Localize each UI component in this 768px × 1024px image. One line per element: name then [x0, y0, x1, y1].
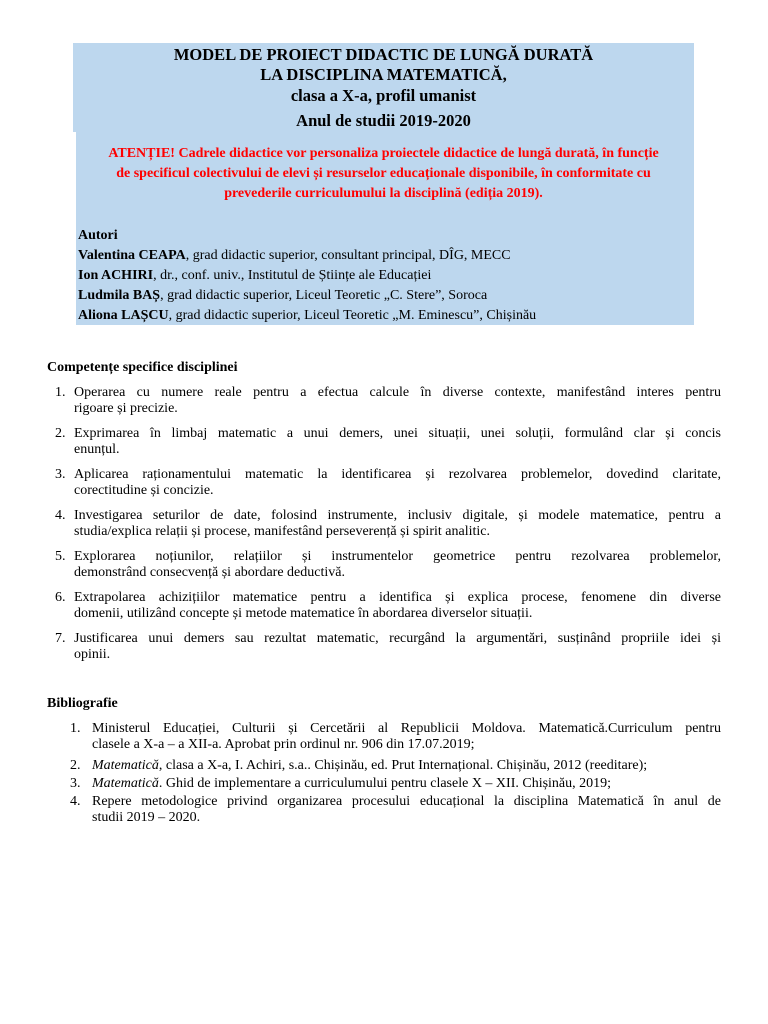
item-number: 7.: [55, 631, 66, 646]
author-name: Aliona LAȘCU: [78, 308, 169, 323]
item-number: 6.: [55, 590, 66, 605]
item-text-line: clasele a X-a – a XII-a. Aprobat prin ordinul nr. 906 din 17.07.2019;: [92, 737, 475, 752]
author-name: Ludmila BAȘ: [78, 288, 161, 303]
author-name: Valentina CEAPA: [78, 248, 186, 263]
item-text-line: Aplicarea raționamentului matematic la identificarea și rezolvarea problemelor, dovedind claritate,: [74, 467, 721, 482]
item-text-line: Extrapolarea achizițiilor matematice pentru a identifica și explica procese, fenomene din diverse: [74, 590, 721, 605]
item-number: 5.: [55, 549, 66, 564]
item-text-line: Justificarea unui demers sau rezultat matematic, recurgând la argumentări, susținând propriile idei și: [74, 631, 721, 646]
item-number: 2.: [55, 426, 66, 441]
author-line: [78, 286, 536, 306]
header-box: [73, 43, 694, 325]
author-line: [78, 306, 536, 326]
warning-line: de specificul colectivului de elevi și resurselor educaționale disponibile, în conformitate cu: [116, 166, 651, 181]
item-text-line: enunțul.: [74, 442, 120, 457]
item-text-line: [92, 776, 721, 792]
item-text-line: Investigarea seturilor de date, folosind instrumente, inclusiv digitale, și modele matematice, pentru a: [74, 508, 721, 523]
item-text-line: Operarea cu numere reale pentru a efectua calcule în diverse contexte, manifestând interes pentru: [74, 385, 721, 400]
item-text-line: [92, 758, 721, 774]
author-details: , grad didactic superior, consultant principal, DÎG, MECC: [185, 248, 511, 263]
author-details: , grad didactic superior, Liceul Teoretic „C. Stere”, Soroca: [160, 288, 488, 303]
warning-line: prevederile curriculumului la disciplină (ediția 2019).: [224, 186, 543, 201]
item-italic-title: Matematică: [92, 758, 159, 773]
item-text-line: rigoare și precizie.: [74, 401, 178, 416]
item-text-rest: . Ghid de implementare a curriculumului pentru clasele X – XII. Chișinău, 2019;: [158, 776, 612, 791]
item-number: 4.: [70, 794, 81, 809]
item-text-line: domenii, utilizând concepte și metode matematice în abordarea diverselor situații.: [74, 606, 533, 621]
warning-line: ATENȚIE! Cadrele didactice vor personaliza proiectele didactice de lungă durată, în funcție: [108, 146, 659, 161]
item-text-line: studii 2019 – 2020.: [92, 810, 201, 825]
item-number: 1.: [55, 385, 66, 400]
item-number: 4.: [55, 508, 66, 523]
author-line: [78, 266, 536, 286]
item-number: 2.: [70, 758, 81, 773]
item-text-line: corectitudine și concizie.: [74, 483, 214, 498]
author-line: [78, 246, 536, 266]
title-line-2: LA DISCIPLINA MATEMATICĂ,: [260, 65, 507, 84]
competencies-heading: Competențe specifice disciplinei: [47, 360, 238, 375]
item-text-rest: , clasa a X-a, I. Achiri, s.a.. Chișinău, ed. Prut Internațional. Chișinău, 2012 (reeditare);: [158, 758, 648, 773]
title-line-4: Anul de studii 2019-2020: [296, 111, 471, 130]
authors-label: Autori: [78, 228, 118, 243]
authors-block: [78, 226, 536, 326]
item-text-line: studia/explica relații și procese, manifestând perseverență și spirit analitic.: [74, 524, 490, 539]
item-text-line: Exprimarea în limbaj matematic a unui demers, unei situații, unei soluții, formulând clar și concis: [74, 426, 721, 441]
item-number: 1.: [70, 721, 81, 736]
warning-notice: [73, 144, 694, 204]
item-text-line: Repere metodologice privind organizarea procesului educațional la disciplina Matematică în anul de: [92, 794, 721, 809]
item-text-line: Ministerul Educației, Culturii și Cercetării al Republicii Moldova. Matematică.Curriculum pentru: [92, 721, 721, 736]
author-name: Ion ACHIRI: [78, 268, 154, 283]
item-text-line: Explorarea noțiunilor, relațiilor și instrumentelor geometrice pentru rezolvarea problemelor,: [74, 549, 721, 564]
item-italic-title: Matematică: [92, 776, 159, 791]
author-details: , dr., conf. univ., Institutul de Științe ale Educației: [153, 268, 432, 283]
title-line-1: MODEL DE PROIECT DIDACTIC DE LUNGĂ DURATĂ: [173, 45, 594, 64]
author-details: , grad didactic superior, Liceul Teoretic „M. Eminescu”, Chișinău: [168, 308, 537, 323]
title-line-3: clasa a X-a, profil umanist: [290, 86, 477, 105]
item-number: 3.: [55, 467, 66, 482]
bibliography-heading: Bibliografie: [47, 696, 118, 711]
item-text-line: demonstrând consecvență și abordare deductivă.: [74, 565, 345, 580]
item-text-line: opinii.: [74, 647, 111, 662]
item-number: 3.: [70, 776, 81, 791]
